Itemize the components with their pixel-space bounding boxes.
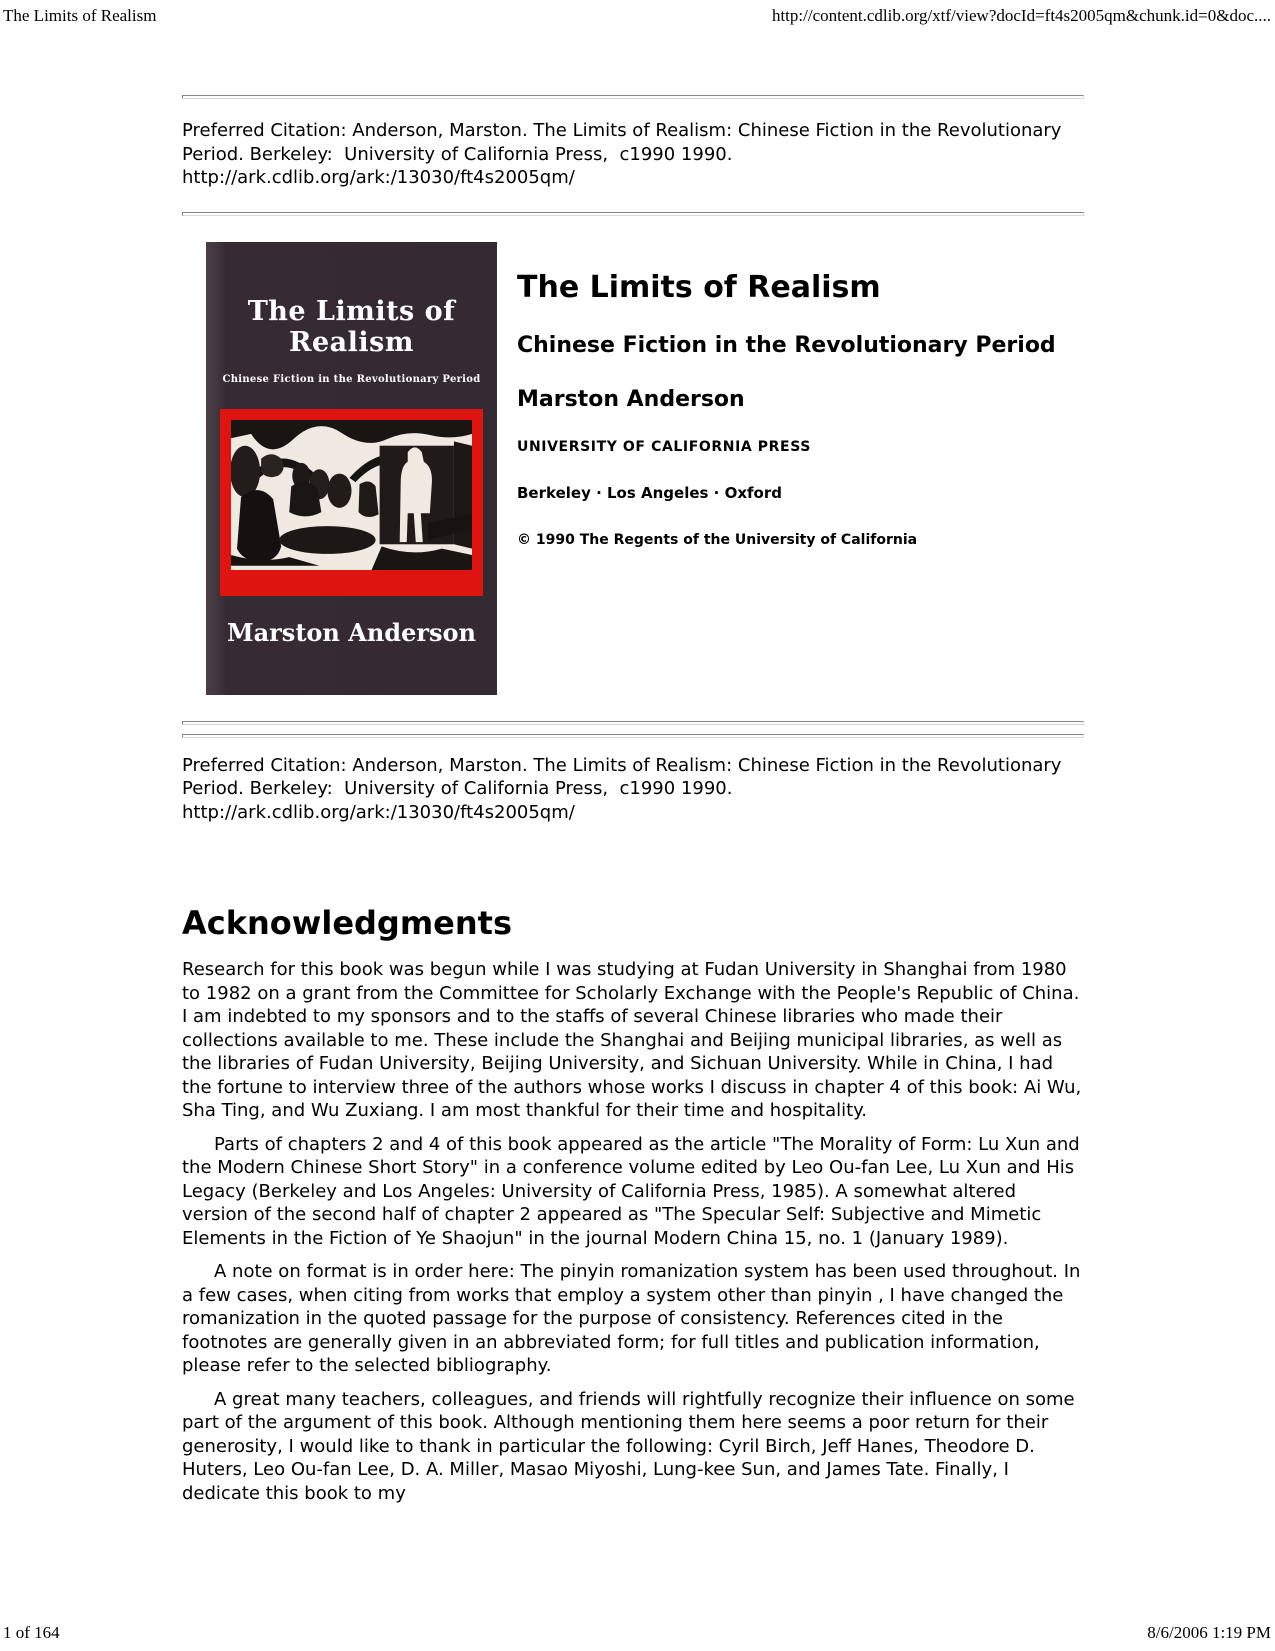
horizontal-rule	[182, 734, 1084, 738]
horizontal-rule	[182, 212, 1084, 216]
print-footer	[3, 1623, 1271, 1643]
preferred-citation-repeat: Preferred Citation: Anderson, Marston. The Limits of Realism: Chinese Fiction in the Revolutionary Period. Berkeley: University of California Press, c1990 1990. http://ark.cdlib.org/ark:/13030/ft4s2005qm/	[182, 754, 1068, 823]
book-header-section	[182, 242, 1084, 695]
cover-title: The Limits of Realism	[247, 295, 456, 358]
book-imprint-cities: Berkeley · Los Angeles · Oxford	[517, 483, 782, 502]
print-header-url: http://content.cdlib.org/xtf/view?docId=ft4s2005qm&chunk.id=0&doc....	[771, 6, 1271, 25]
horizontal-rule	[182, 95, 1084, 99]
cover-woodcut-illustration	[231, 420, 472, 570]
cover-author: Marston Anderson	[227, 617, 476, 647]
book-title-block	[517, 242, 1056, 695]
acknowledgments-paragraph: Parts of chapters 2 and 4 of this book appeared as the article "The Morality of Form: Lu Xun and the Modern Chinese Short Story" in a conference volume edited by Leo Ou-fan Lee, Lu Xun and His Legacy (Berkeley and Los Angeles: University of California Press, 1985). A somewhat altered version of the second half of chapter 2 appeared as "The Specular Self: Subjective and Mimetic Elements in the Fiction of Ye Shaojun" in the journal Modern China 15, no. 1 (January 1989).	[182, 1133, 1080, 1249]
preferred-citation: Preferred Citation: Anderson, Marston. The Limits of Realism: Chinese Fiction in the Revolutionary Period. Berkeley: University of California Press, c1990 1990. http://ark.cdlib.org/ark:/13030/ft4s2005qm/	[182, 120, 1068, 188]
acknowledgments-heading: Acknowledgments	[182, 904, 512, 942]
book-author: Marston Anderson	[517, 386, 745, 412]
book-publisher: UNIVERSITY OF CALIFORNIA PRESS	[517, 438, 811, 455]
acknowledgments-paragraph: A great many teachers, colleagues, and friends will rightfully recognize their influence on some part of the argument of this book. Although mentioning them here seems a poor return for their generosity, I would like to thank in particular the following: Cyril Birch, Jeff Hanes, Theodore D. Huters, Leo Ou-fan Lee, D. A. Miller, Masao Miyoshi, Lung-kee Sun, and James Tate. Finally, I dedicate this book to my	[182, 1388, 1075, 1504]
page-content	[182, 0, 1084, 1505]
book-copyright: © 1990 The Regents of the University of California	[517, 531, 918, 548]
print-header-title: The Limits of Realism	[3, 6, 157, 25]
cover-red-panel	[220, 409, 483, 596]
print-footer-timestamp: 8/6/2006 1:19 PM	[1147, 1623, 1271, 1642]
horizontal-rule	[182, 721, 1084, 725]
acknowledgments-paragraph: A note on format is in order here: The pinyin romanization system has been used throughout. In a few cases, when citing from works that employ a system other than pinyin , I have changed the romanization in the quoted passage for the purpose of consistency. References cited in the footnotes are generally given in an abbreviated form; for full titles and publication information, please refer to the selected bibliography.	[182, 1261, 1081, 1376]
print-footer-page-count: 1 of 164	[3, 1623, 60, 1642]
book-title: The Limits of Realism	[517, 269, 881, 305]
cover-subtitle: Chinese Fiction in the Revolutionary Period	[222, 373, 481, 385]
book-subtitle: Chinese Fiction in the Revolutionary Period	[517, 332, 1056, 358]
book-cover-image	[206, 242, 497, 695]
acknowledgments-paragraph: Research for this book was begun while I was studying at Fudan University in Shanghai from 1980 to 1982 on a grant from the Committee for Scholarly Exchange with the People's Republic of China. I am indebted to my sponsors and to the staffs of several Chinese libraries who made their collections available to me. These include the Shanghai and Beijing municipal libraries, as well as the libraries of Fudan University, Beijing University, and Sichuan University. While in China, I had the fortune to interview three of the authors whose works I discuss in chapter 4 of this book: Ai Wu, Sha Ting, and Wu Zuxiang. I am most thankful for their time and hospitality.	[182, 959, 1082, 1121]
